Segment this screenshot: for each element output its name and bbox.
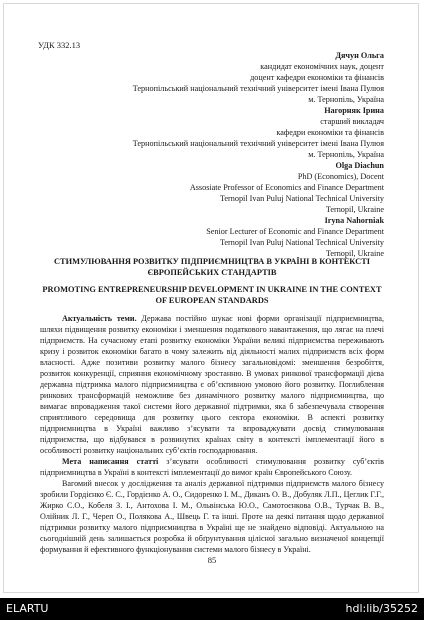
author-en-1-line: Ternopil, Ukraine [325, 205, 384, 214]
author-ua-2-line: м. Тернопіль, Україна [308, 150, 384, 159]
author-ua-2-line: кафедри економіки та фінансів [276, 128, 384, 137]
author-ua-2-name: Нагорняк Ірина [324, 106, 384, 115]
author-en-2-line: Ternopil, Ukraine [325, 249, 384, 258]
author-ua-1-name: Дячун Ольга [335, 51, 384, 60]
author-en-1-line: Ternopil Ivan Puluj National Technical University [219, 194, 384, 203]
author-ua-1-line: кандидат економічних наук, доцент [260, 62, 384, 71]
author-ua-1-line: доцент кафедри економіки та фінансів [250, 73, 384, 82]
author-ua-2-line: старший викладач [320, 117, 384, 126]
paragraph-lead: Актуальність теми. [62, 314, 137, 323]
author-en-2-line: Ternopil Ivan Puluj National Technical University [219, 238, 384, 247]
repository-name: ELARTU [6, 602, 49, 615]
page-number: 85 [207, 555, 217, 565]
paragraph-text: Держава постійно шукає нові форми організації підприємництва, шляхи підвищення розвитку економіки і зменшення податкового навантаження, що лягає на плечі підприємств. На сучасному етапі розвитку економіки України великі підприємства переживають кризу і розвиток економіки багато в чому залежить від діяльності малих підприємств всіх форм власності. Адже позитиви розвитку малого бізнесу загальновідомі: зменшення безробіття, розвиток конкуренції, сприяння економічному зростанню. В умовах ринкової трансформації дієва державна підтримка малого підприємництва є об’єктивною умовою його розвитку. Поглиблення ринкових трансформацій неможливе без динамічного розвитку малого підприємництва, що вимагає впровадження такої системи його державної підтримки, яка б забезпечувала створення сприятливого середовища для розвитку цього сектора економіки. В аспекті розвитку підприємництва в Україні важливо з’ясувати та впроваджувати досвід стимулювання підприємства, що відбувався в розвинутих країнах світу в контексті імплементації його в особливості розвитку національних суб’єктів господарювання. [40, 314, 384, 455]
paragraph-lead: Мета написання статті [62, 457, 159, 466]
udk-code: УДК 332.13 [38, 40, 81, 50]
article-title-en: PROMOTING ENTREPRENEURSHIP DEVELOPMENT IN UKRAINE IN THE CONTEXT OF EUROPEAN STANDARDS [42, 285, 382, 305]
author-en-1-line: Assosiate Professor of Economics and Finance Department [189, 183, 384, 192]
author-ua-1-line: м. Тернопіль, Україна [308, 95, 384, 104]
body-paragraph-relevance [40, 313, 384, 456]
paragraph-text: з’ясувати особливості стимулювання розвитку суб’єктів підприємництва в Україні в контексті імплементації до вимог країн Європейського Союзу. [40, 457, 384, 477]
author-en-2-name: Iryna Nahorniak [324, 216, 384, 225]
article-title-ua: СТИМУЛЮВАННЯ РОЗВИТКУ ПІДПРИЄМНИЦТВА В УКРАЇНІ В КОНТЕКСТІ ЄВРОПЕЙСЬКИХ СТАНДАРТІВ [53, 257, 371, 277]
body-paragraph-aim [40, 456, 384, 478]
author-en-1-name: Olga Diachun [335, 161, 384, 170]
author-ua-1-line: Тернопільський національний технічний університет імені Івана Пулюя [132, 84, 384, 93]
handle-link[interactable]: hdl:lib/35252 [345, 602, 418, 615]
paragraph-text: Вагомий внесок у дослідження та аналіз державної підтримки підприємств малого бізнесу зробили Гордієнко Є. С., Гордієнко А. О., Сидоренко І. М., Диканъ О. В., Добуляк Л.П., Цеглик Г.Г., Жирко С.О., Кобеля З. І., Антохова І. М., Ольвінська Ю.О., Самотоєнкова О.В., Турчак В. В., Олійник Л. Г., Череп О., Полякова А., Швець Г. та інші. Проте на деякі питання щодо державної підтримки розвитку малого підприємництва в Україні ще не знайдено відповіді. Актуальною на сьогоднішній день залишається розробка й обґрунтування цілісної загально визначеної концепції формування й ефективного функціонування системи малого бізнесу в Україні. [40, 479, 384, 554]
repository-footer-bar [0, 598, 424, 620]
body-paragraph-literature [40, 478, 384, 555]
author-en-2-line: Senior Lecturer of Economic and Finance Department [206, 227, 384, 236]
author-en-1-line: PhD (Economics), Docent [297, 172, 384, 181]
author-ua-2-line: Тернопільський національний технічний університет імені Івана Пулюя [132, 139, 384, 148]
